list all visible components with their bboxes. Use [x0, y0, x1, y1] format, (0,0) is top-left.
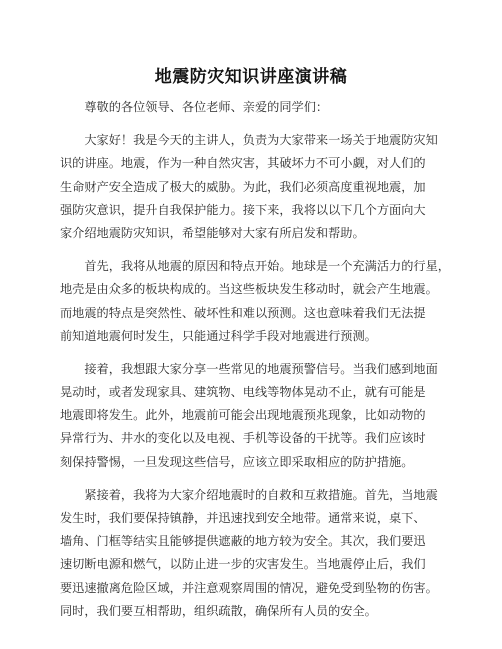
text-line: 识的讲座。地震，作为一种自然灾害，其破坏力不可小觑，对人们的 — [60, 156, 426, 171]
paragraph — [60, 358, 442, 474]
document-title: 地震防灾知识讲座演讲稿 — [154, 67, 348, 87]
paragraph — [60, 96, 442, 119]
text-line: 强防灾意识，提升自我保护能力。接下来，我将以以下几个方面向大 — [60, 202, 426, 217]
text-line: 同时，我们要互相帮助，组织疏散，确保所有人员的安全。 — [60, 603, 377, 618]
text-line: 大家好！我是今天的主讲人，负责为大家带来一场关于地震防灾知 — [60, 133, 438, 148]
paragraph — [60, 129, 442, 245]
text-line: 紧接着，我将为大家介绍地震时的自救和互救措施。首先，当地震 — [60, 487, 438, 502]
text-line: 发生时，我们要保持镇静，并迅速找到安全地带。通常来说，桌下、 — [60, 511, 426, 525]
text-line: 前知道地震何时发生，只能通过科学手段对地震进行预测。 — [60, 328, 377, 343]
text-line: 生命财产安全造成了极大的威胁。为此，我们必须高度重视地震，加 — [60, 179, 426, 194]
text-line: 晃动时，或者发现家具、建筑物、电线等物体晃动不止，就有可能是 — [60, 385, 426, 400]
paragraph — [60, 255, 450, 348]
document-body — [60, 96, 450, 633]
text-line: 尊敬的各位领导、各位老师、亲爱的同学们： — [60, 100, 329, 114]
text-line: 刻保持警惕，一旦发现这些信号，应该立即采取相应的防护措施。 — [60, 454, 414, 469]
text-line: 接着，我想跟大家分享一些常见的地震预警信号。当我们感到地面 — [60, 361, 438, 376]
text-line: 地震即将发生。此外，地震前可能会出现地震预兆现象，比如动物的 — [60, 408, 426, 423]
text-line: 首先，我将从地震的原因和特点开始。地球是一个充满活力的行星， — [60, 259, 450, 274]
text-line: 家介绍地震防灾知识，希望能够对大家有所启发和帮助。 — [60, 225, 365, 240]
text-line: 异常行为、井水的变化以及电视、手机等设备的干扰等。我们应该时 — [60, 431, 426, 446]
text-line: 墙角、门框等结实且能够提供遮蔽的地方较为安全。其次，我们要迅 — [60, 534, 426, 549]
text-line: 而地震的特点是突然性、破坏性和难以预测。这也意味着我们无法提 — [60, 305, 426, 320]
text-line: 地壳是由众多的板块构成的。当这些板块发生移动时，就会产生地震。 — [60, 282, 438, 297]
text-line: 速切断电源和燃气，以防止进一步的灾害发生。当地震停止后，我们 — [60, 557, 426, 572]
paragraph — [60, 484, 442, 623]
text-line: 要迅速撤离危险区域，并注意观察周围的情况，避免受到坠物的伤害。 — [60, 580, 438, 595]
